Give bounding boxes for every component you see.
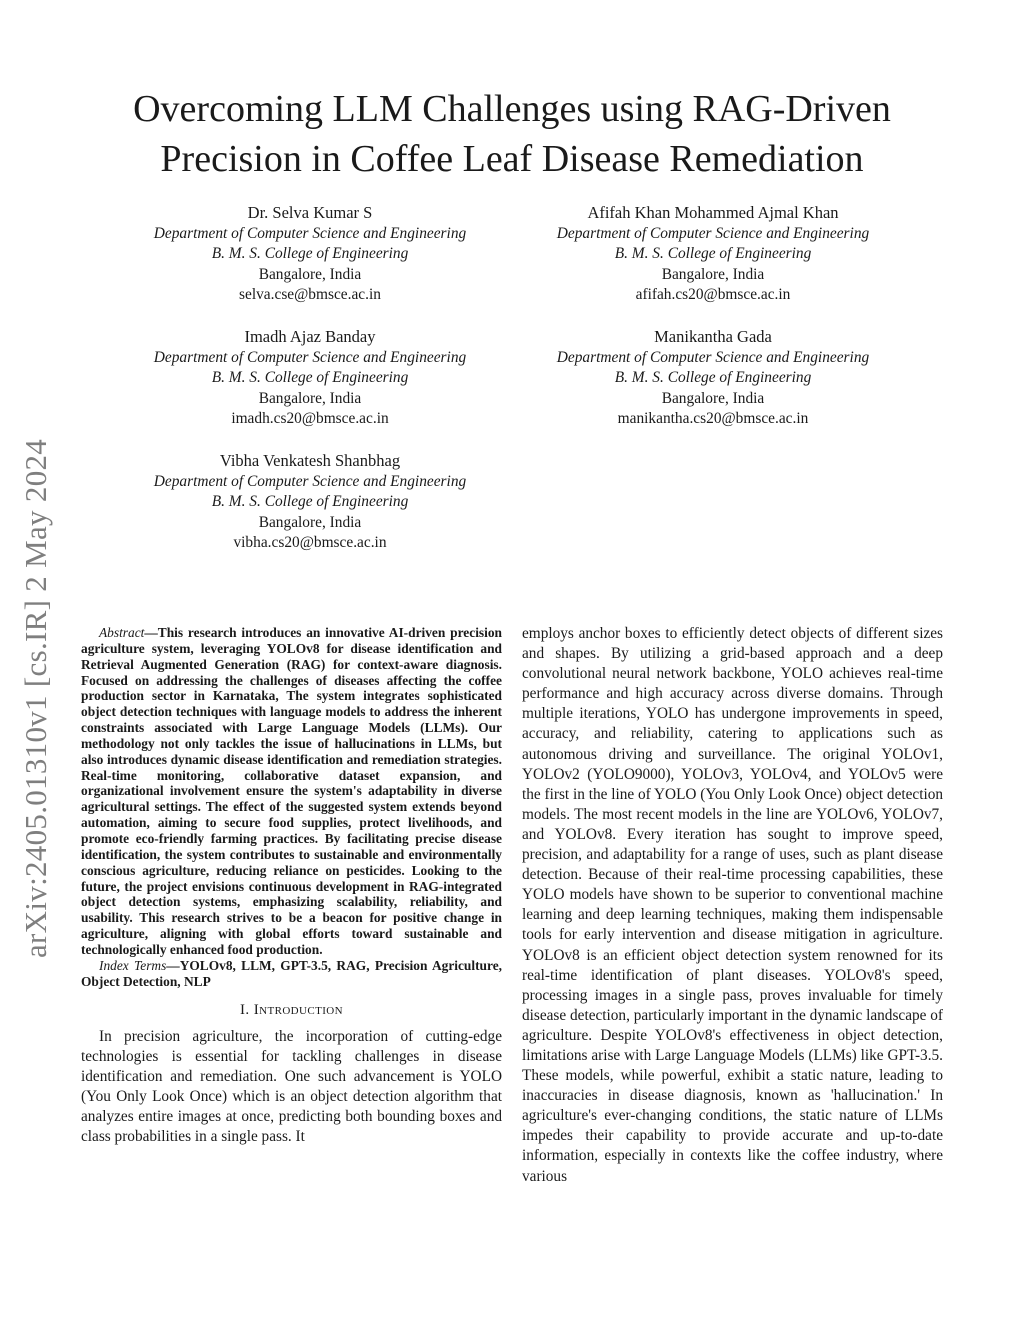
index-terms-label: Index Terms bbox=[99, 957, 167, 973]
index-terms bbox=[81, 958, 502, 990]
author-block-1 bbox=[100, 203, 520, 306]
arxiv-identifier: arXiv:2405.01310v1 [cs.IR] 2 May 2024 bbox=[18, 438, 53, 958]
author-name: Dr. Selva Kumar S bbox=[247, 203, 373, 222]
index-terms-text: —YOLOv8, LLM, GPT-3.5, RAG, Precision Agriculture, Object Detection, NLP bbox=[81, 957, 502, 989]
abstract-label: Abstract bbox=[99, 625, 145, 640]
right-column bbox=[522, 624, 943, 1187]
author-city: Bangalore, India bbox=[661, 265, 765, 283]
section-title: Introduction bbox=[253, 1002, 343, 1019]
author-city: Bangalore, India bbox=[258, 513, 362, 531]
section-number: I. bbox=[240, 1002, 254, 1019]
section-heading bbox=[81, 1000, 502, 1020]
author-email: vibha.cs20@bmsce.ac.in bbox=[233, 534, 387, 552]
author-college: B. M. S. College of Engineering bbox=[211, 493, 409, 511]
author-email: selva.cse@bmsce.ac.in bbox=[239, 286, 381, 304]
author-email: imadh.cs20@bmsce.ac.in bbox=[231, 410, 389, 428]
author-name: Afifah Khan Mohammed Ajmal Khan bbox=[587, 203, 839, 222]
author-department: Department of Computer Science and Engineering bbox=[153, 472, 467, 490]
title-line-1: Overcoming LLM Challenges using RAG-Driven bbox=[133, 88, 891, 130]
author-block-2 bbox=[503, 203, 923, 306]
author-email: manikantha.cs20@bmsce.ac.in bbox=[617, 410, 809, 428]
title-line-2: Precision in Coffee Leaf Disease Remediation bbox=[160, 138, 864, 180]
intro-paragraph-left: In precision agriculture, the incorporation of cutting-edge technologies is essential for tackling challenges in disease identification and remediation. One such advancement is YOLO (You Only Look Once) which is an object detection algorithm that analyzes entire images at once, predicting both bounding boxes and class probabilities in a single pass. It bbox=[81, 1027, 502, 1145]
abstract bbox=[81, 625, 502, 958]
intro-paragraph-right: employs anchor boxes to efficiently detect objects of different sizes and shapes. By utilizing a grid-based approach and a deep convolutional neural network backbone, YOLO achieves real-time performance and high accuracy across diverse domains. Through multiple iterations, YOLO has undergone improvements in speed, accuracy, and reliability, catering to applications such as autonomous driving and surveillance. The original YOLOv1, YOLOv2 (YOLO9000), YOLOv3, YOLOv4, and YOLOv5 were the first in the line of YOLO (You Only Look Once) object detection models. The most recent models in the line are YOLOv6, YOLOv7, and YOLOv8. Every iteration has sought to improve speed, precision, and adaptability for a range of uses, such as plant disease detection. Because of their real-time processing capabilities, these YOLO models have shown to be superior to conventional machine learning and deep learning techniques, making them indispensable tools for early intervention and disease mitigation in agriculture. YOLOv8 is an efficient object detection system renowned for its real-time identification of plant diseases. YOLOv8's speed, processing images in a single pass, proves invaluable for timely disease detection, particularly important in the dynamic landscape of agriculture. Despite YOLOv8's effectiveness in object detection, limitations arise with Large Language Models (LLMs) like GPT-3.5. These models, while powerful, exhibit a static nature, leading to inaccuracies in disease diagnosis, known as 'hallucination.' In agriculture's ever-changing conditions, the static nature of LLMs impedes their capability to provide accurate and up-to-date information, especially in contexts like the coffee industry, where various bbox=[522, 625, 943, 1185]
author-department: Department of Computer Science and Engineering bbox=[153, 224, 467, 242]
left-column bbox=[81, 625, 502, 1147]
paper-title bbox=[60, 84, 964, 184]
author-city: Bangalore, India bbox=[258, 265, 362, 283]
abstract-text: —This research introduces an innovative AI-driven precision agriculture system, leveraging YOLOv8 for disease identification and Retrieval Augmented Generation (RAG) for context-aware diagnosis. Focused on addressing the challenges of diseases affecting the coffee production sector in Karnataka, The system integrates sophisticated object detection techniques with language models to address the inherent constraints associated with Large Language Models (LLMs). Our methodology not only tackles the issue of hallucinations in LLMs, but also introduces dynamic disease identification and remediation strategies. Real-time monitoring, collaborative dataset expansion, and organizational involvement ensure the system's adaptability in diverse agricultural settings. The effect of the suggested system extends beyond automation, aiming to secure food supplies, protect livelihoods, and promote eco-friendly farming practices. By facilitating precise disease identification, the system contributes to sustainable and environmentally conscious agriculture, reducing reliance on pesticides. Looking to the future, the project envisions continuous development in RAG-integrated object detection systems, emphasizing scalability, reliability, and usability. This research strives to be a beacon for positive change in agriculture, aligning with global efforts toward sustainable and technologically enhanced food production. bbox=[81, 625, 502, 957]
author-name: Manikantha Gada bbox=[654, 327, 772, 346]
author-college: B. M. S. College of Engineering bbox=[211, 245, 409, 263]
author-name: Imadh Ajaz Banday bbox=[244, 327, 376, 346]
author-department: Department of Computer Science and Engineering bbox=[556, 224, 870, 242]
author-department: Department of Computer Science and Engineering bbox=[153, 348, 467, 366]
author-college: B. M. S. College of Engineering bbox=[614, 245, 812, 263]
author-block-3 bbox=[100, 327, 520, 430]
author-block-5 bbox=[100, 451, 520, 554]
author-email: afifah.cs20@bmsce.ac.in bbox=[635, 286, 791, 304]
author-city: Bangalore, India bbox=[258, 389, 362, 407]
author-college: B. M. S. College of Engineering bbox=[614, 369, 812, 387]
author-block-4 bbox=[503, 327, 923, 430]
author-college: B. M. S. College of Engineering bbox=[211, 369, 409, 387]
author-city: Bangalore, India bbox=[661, 389, 765, 407]
author-name: Vibha Venkatesh Shanbhag bbox=[219, 451, 401, 470]
author-department: Department of Computer Science and Engineering bbox=[556, 348, 870, 366]
